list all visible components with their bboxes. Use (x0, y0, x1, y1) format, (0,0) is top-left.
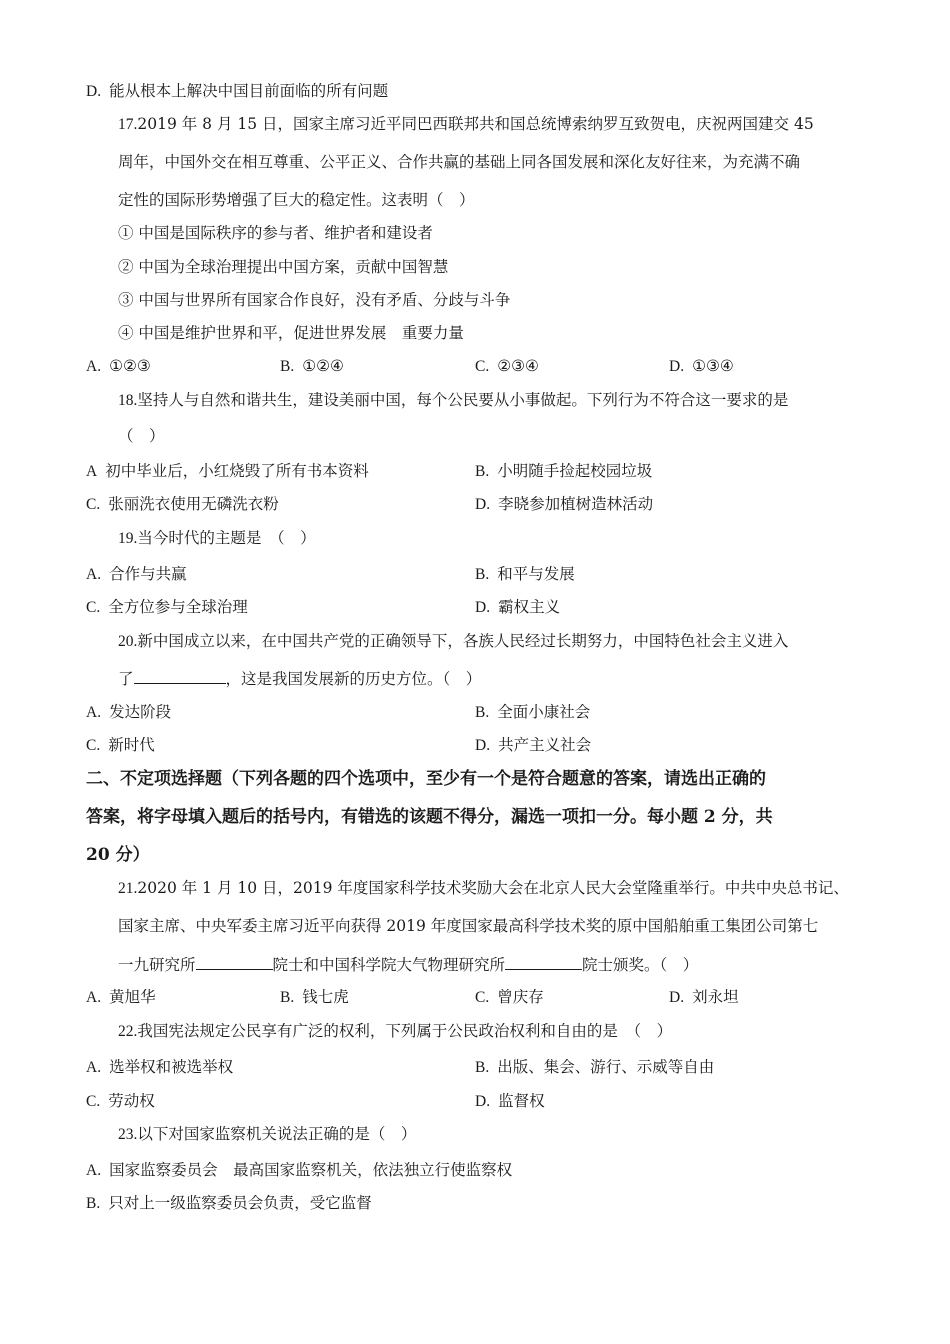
q17-item-2: ② 中国为全球治理提出中国方案，贡献中国智慧 (118, 258, 449, 276)
option-text: 能从根本上解决中国目前面临的所有问题 (109, 82, 389, 100)
option-label: C. (86, 496, 101, 513)
q20-stem-line-1 (118, 630, 788, 653)
question-number: 18. (118, 392, 138, 409)
option-text: 出版、集会、游行、示威等自由 (497, 1058, 715, 1076)
q17-item-4: ④ 中国是维护世界和平，促进世界发展 重要力量 (118, 324, 464, 342)
stem-text: ，这是我国发展新的历史方位。（ ） (225, 670, 482, 688)
option-text: ①②④ (302, 357, 344, 375)
option-label: D. (86, 83, 102, 100)
option-label: C. (86, 1093, 101, 1110)
q19-option-c (86, 596, 248, 619)
option-text: 劳动权 (108, 1092, 155, 1110)
option-text: 选举权和被选举权 (109, 1058, 234, 1076)
option-label: A. (86, 1059, 102, 1076)
q17-option-a (86, 355, 151, 378)
stem-text: 我国宪法规定公民享有广泛的权利，下列属于公民政治权利和自由的是 （ ） (137, 1022, 673, 1040)
q17-stem-line-1 (118, 113, 814, 136)
stem-text: 院士颁奖。（ ） (582, 956, 699, 974)
q18-option-d (475, 493, 653, 516)
q22-option-d (475, 1090, 545, 1113)
stem-text: 院士和中国科学院大气物理研究所 (272, 956, 506, 974)
option-text: 和平与发展 (497, 565, 575, 583)
answer-blank (505, 953, 582, 970)
stem-text: 坚持人与自然和谐共生，建设美丽中国，每个公民要从小事做起。下列行为不符合这一要求的是 (137, 391, 789, 409)
option-label: B. (86, 1195, 101, 1212)
option-text: ①②③ (109, 357, 151, 375)
q17-option-d (669, 355, 734, 378)
option-label: B. (475, 1059, 490, 1076)
option-label: B. (475, 704, 490, 721)
section-heading-line-1: 二、不定项选择题（下列各题的四个选项中，至少有一个是符合题意的答案，请选出正确的 (86, 769, 766, 789)
stem-text: 以下对国家监察机关说法正确的是（ ） (137, 1125, 417, 1143)
option-text: 国家监察委员会 最高国家监察机关，依法独立行使监察权 (109, 1161, 513, 1179)
question-number: 19. (118, 530, 138, 547)
option-text: 黄旭华 (109, 988, 156, 1006)
question-number: 17. (118, 116, 138, 133)
answer-blank (134, 667, 226, 684)
q22-option-c (86, 1090, 155, 1113)
option-text: 新时代 (108, 736, 155, 754)
q17-option-b (280, 355, 344, 378)
option-text: 合作与共赢 (109, 565, 187, 583)
option-text: 共产主义社会 (498, 736, 592, 754)
option-text: 李晓参加植树造林活动 (498, 495, 654, 513)
question-number: 21. (118, 880, 138, 897)
q22-stem (118, 1020, 672, 1043)
stem-text: 2020 年 1 月 10 日，2019 年度国家科学技术奖励大会在北京人民大会堂隆重举行。中共中央总书记、 (137, 879, 849, 897)
option-text: 发达阶段 (109, 703, 172, 721)
q17-item-3: ③ 中国与世界所有国家合作良好，没有矛盾、分歧与斗争 (118, 291, 511, 309)
option-text: 曾庆存 (497, 988, 544, 1006)
question-number: 22. (118, 1023, 138, 1040)
option-text: 全方位参与全球治理 (108, 598, 248, 616)
section-heading-line-3: 20 分） (86, 845, 150, 865)
q19-stem (118, 527, 316, 550)
q17-stem-line-3: 定性的国际形势增强了巨大的稳定性。这表明（ ） (118, 191, 475, 209)
q21-option-a (86, 986, 156, 1009)
answer-blank (196, 953, 273, 970)
q23-option-b (86, 1192, 372, 1215)
stem-text: 当今时代的主题是 （ ） (137, 529, 316, 547)
q19-option-d (475, 596, 560, 619)
option-label: C. (475, 358, 490, 375)
q18-option-c (86, 493, 279, 516)
option-label: D. (475, 1093, 491, 1110)
q21-stem-line-2: 国家主席、中央军委主席习近平向获得 2019 年度国家最高科学技术奖的原中国船舶重工集团公司第七 (118, 917, 819, 935)
q18-option-b (475, 460, 652, 483)
q18-option-a (86, 460, 369, 483)
option-text: 钱七虎 (302, 988, 349, 1006)
option-label: D. (669, 989, 685, 1006)
option-label: B. (280, 358, 295, 375)
section-heading-line-2: 答案，将字母填入题后的括号内，有错选的该题不得分，漏选一项扣一分。每小题 2 分，共 (86, 807, 773, 827)
option-label: B. (475, 566, 490, 583)
option-text: 刘永坦 (692, 988, 739, 1006)
option-label: C. (86, 599, 101, 616)
question-number: 23. (118, 1126, 138, 1143)
option-label: A. (86, 358, 102, 375)
option-label: D. (475, 496, 491, 513)
q22-option-b (475, 1056, 714, 1079)
stem-text: 了 (118, 670, 134, 688)
q17-stem-line-2: 周年，中国外交在相互尊重、公平正义、合作共赢的基础上同各国发展和深化友好往来，为充满不确 (118, 153, 801, 171)
option-label: D. (475, 737, 491, 754)
q23-stem (118, 1123, 416, 1146)
stem-text: 一九研究所 (118, 956, 196, 974)
option-text: 监督权 (498, 1092, 545, 1110)
option-text: 只对上一级监察委员会负责，受它监督 (108, 1194, 372, 1212)
option-label: B. (475, 463, 490, 480)
option-label: A (86, 463, 98, 480)
q19-option-a (86, 563, 187, 586)
option-label: D. (669, 358, 685, 375)
option-label: A. (86, 989, 102, 1006)
q21-option-b (280, 986, 349, 1009)
q21-stem-line-3 (118, 953, 698, 976)
option-label: A. (86, 704, 102, 721)
q18-stem-line-1 (118, 389, 788, 412)
q20-option-a (86, 701, 171, 724)
option-label: A. (86, 566, 102, 583)
stem-text: 2019 年 8 月 15 日，国家主席习近平同巴西联邦共和国总统博索纳罗互致贺电，庆祝两国建交 45 (137, 115, 814, 133)
q20-option-d (475, 734, 591, 757)
option-label: D. (475, 599, 491, 616)
option-label: C. (86, 737, 101, 754)
option-text: 全面小康社会 (497, 703, 591, 721)
q20-option-c (86, 734, 155, 757)
question-number: 20. (118, 633, 138, 650)
q17-option-c (475, 355, 539, 378)
option-text: 小明随手捡起校园垃圾 (497, 462, 653, 480)
q21-option-d (669, 986, 739, 1009)
option-text: 霸权主义 (498, 598, 561, 616)
q19-option-b (475, 563, 575, 586)
q22-option-a (86, 1056, 233, 1079)
q17-item-1: ① 中国是国际秩序的参与者、维护者和建设者 (118, 224, 433, 242)
q23-option-a (86, 1159, 512, 1182)
q21-option-c (475, 986, 544, 1009)
option-text: 张丽洗衣使用无磷洗衣粉 (108, 495, 279, 513)
q20-stem-line-2 (118, 667, 481, 690)
option-label: B. (280, 989, 295, 1006)
q18-stem-line-2: （ ） (118, 427, 165, 445)
q20-option-b (475, 701, 590, 724)
q21-stem-line-1 (118, 877, 849, 900)
stem-text: 新中国成立以来，在中国共产党的正确领导下，各族人民经过长期努力，中国特色社会主义进入 (137, 632, 789, 650)
option-text: ②③④ (497, 357, 539, 375)
option-text: 初中毕业后，小红烧毁了所有书本资料 (105, 462, 369, 480)
option-text: ①③④ (692, 357, 734, 375)
q16-option-d (86, 80, 388, 103)
option-label: A. (86, 1162, 102, 1179)
option-label: C. (475, 989, 490, 1006)
